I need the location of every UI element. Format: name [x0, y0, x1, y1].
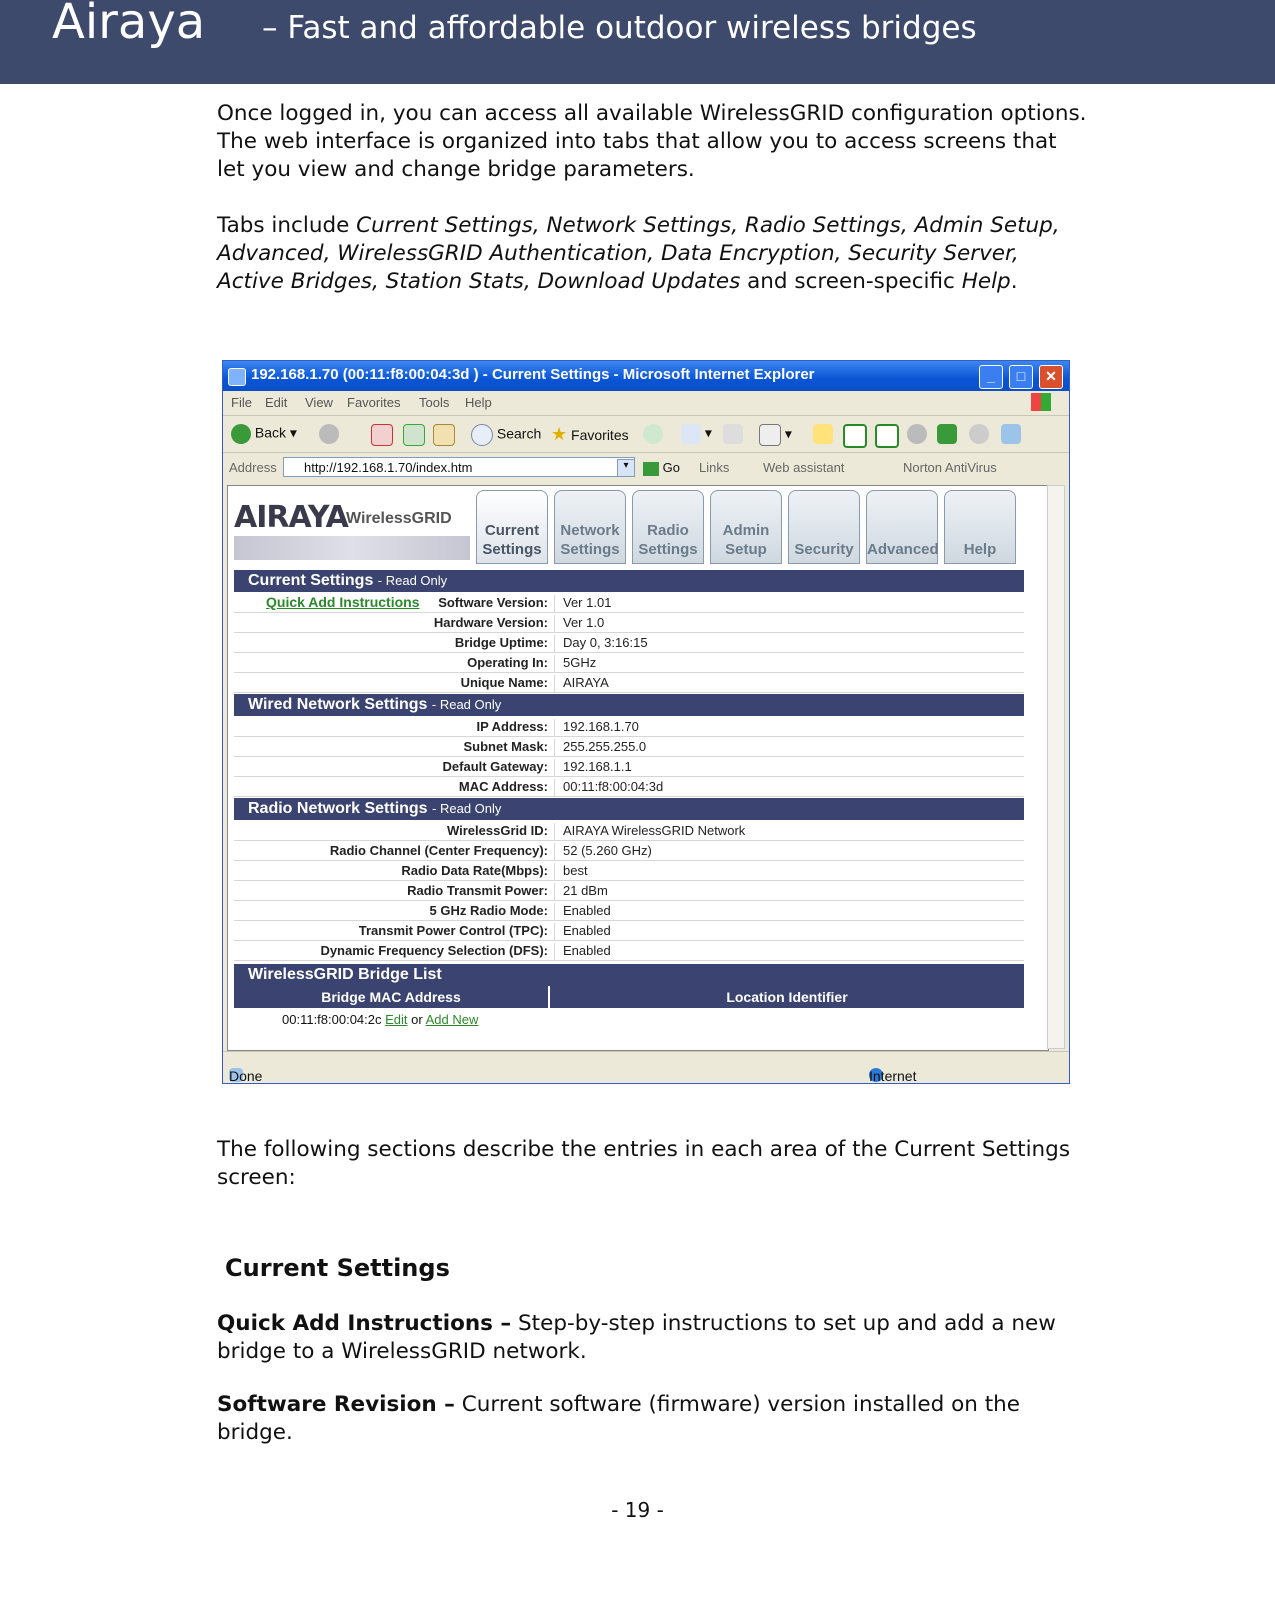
row-default-gateway [234, 756, 1024, 777]
row-label: Software Version: [438, 595, 548, 610]
mail-icon [681, 424, 701, 444]
ie-page-icon [228, 368, 246, 386]
note-icon [813, 424, 833, 444]
forward-arrow-icon [319, 424, 339, 444]
row-value: Day 0, 3:16:15 [554, 635, 648, 652]
row-value: 52 (5.260 GHz) [554, 843, 652, 860]
minimize-button[interactable]: _ [979, 365, 1003, 389]
back-label: Back [254, 424, 287, 441]
quick-add-term: Quick Add Instructions – [217, 1311, 512, 1336]
tab-network-settings[interactable] [554, 490, 626, 564]
row-radio-channel [234, 840, 1024, 861]
research-icon [1001, 424, 1021, 444]
star-icon: ★ [551, 424, 568, 444]
title-bar [223, 361, 1069, 391]
menu-file[interactable]: File [231, 395, 252, 410]
tab-label-2: Setup [725, 541, 767, 558]
toolbar [223, 416, 1069, 453]
row-radio-data-rate [234, 860, 1024, 881]
refresh-icon [403, 424, 425, 446]
row-value: 00:11:f8:00:04:3d [554, 779, 663, 796]
section-suffix: - Read Only [377, 573, 448, 588]
bridge-list-header [234, 964, 1024, 986]
row-label: Operating In: [467, 655, 548, 670]
intro-paragraph: Once logged in, you can access all available WirelessGRID configuration options. The web interface is organized into tabs that allow you to access screens that let you view and change bridge parameters. [217, 101, 1087, 182]
back-button[interactable]: Back ▾ [231, 424, 297, 444]
asterisk-icon [843, 424, 867, 448]
row-label: Dynamic Frequency Selection (DFS): [320, 943, 548, 958]
quick-add-desc: Step-by-step instructions to set up and add a new bridge to a WirelessGRID network. [217, 1311, 1056, 1364]
go-button[interactable] [643, 460, 680, 476]
row-value: 192.168.1.1 [554, 759, 632, 776]
quick-add-instructions-link[interactable]: Quick Add Instructions [266, 594, 420, 610]
wirelessgrid-logo-text: WirelessGRID [346, 510, 452, 527]
quick-add-description [217, 1310, 1087, 1366]
tab-label-2: Settings [560, 541, 620, 558]
mail-button[interactable]: ▾ [681, 424, 712, 444]
col-location-identifier: Location Identifier [550, 986, 1024, 1008]
tabs-list: Current Settings, Network Settings, Radio Settings, Admin Setup, Advanced, WirelessGRID Authentication, Data Encryption, Security Server, Active Bridges, Station Stats, Download Updates [217, 213, 1060, 294]
tagline: – Fast and affordable outdoor wireless bridges [262, 10, 977, 46]
refresh-button[interactable] [403, 424, 425, 446]
software-revision-description [217, 1391, 1087, 1447]
col-bridge-mac: Bridge MAC Address [234, 986, 548, 1008]
vertical-scrollbar[interactable] [1047, 485, 1065, 1049]
bridge-list-row [282, 1012, 478, 1027]
tab-current-settings[interactable] [476, 490, 548, 564]
speech-bubble-icon [969, 424, 989, 444]
row-label: Subnet Mask: [463, 739, 548, 754]
row-value: AIRAYA WirelessGRID Network [554, 823, 745, 840]
brand-name: Airaya [52, 0, 206, 50]
section-title: Radio Network Settings [248, 800, 428, 817]
tab-label-1: Current [484, 522, 540, 539]
row-value: 192.168.1.70 [554, 719, 639, 736]
or-text: or [411, 1012, 423, 1027]
row-label: Bridge Uptime: [454, 635, 548, 650]
row-wirelessgrid-id [234, 820, 1024, 841]
row-value: 5GHz [554, 655, 596, 672]
tab-label-2: Advanced [867, 541, 939, 558]
tab-label-1: Radio [647, 522, 689, 539]
tab-label-1: Network [560, 522, 620, 539]
search-button[interactable] [471, 424, 541, 446]
software-revision-term: Software Revision – [217, 1392, 455, 1417]
row-label: MAC Address: [458, 779, 548, 794]
row-value: 21 dBm [554, 883, 608, 900]
tabs-paragraph [217, 212, 1087, 296]
back-arrow-icon [231, 424, 251, 444]
history-icon [643, 424, 663, 444]
row-radio-mode [234, 900, 1024, 921]
row-bridge-uptime [234, 632, 1024, 653]
add-new-link[interactable]: Add New [425, 1012, 479, 1027]
software-revision-desc: Current software (firmware) version installed on the bridge. [217, 1392, 1020, 1445]
menu-favorites[interactable]: Favorites [347, 395, 401, 410]
maximize-button[interactable]: □ [1009, 365, 1033, 389]
tab-label-2: Settings [638, 541, 698, 558]
row-value: 255.255.255.0 [554, 739, 646, 756]
tab-label-1: Admin [722, 522, 770, 539]
row-unique-name [234, 672, 1024, 693]
print-button[interactable] [723, 424, 743, 444]
edit-button[interactable]: ▾ [759, 424, 792, 446]
tabs-help: Help [961, 269, 1011, 294]
tab-radio-settings[interactable] [632, 490, 704, 564]
tabs-mid: and screen-specific [740, 269, 962, 294]
tab-help[interactable] [944, 490, 1016, 564]
menu-bar [223, 391, 1069, 416]
row-label: Radio Transmit Power: [407, 883, 548, 898]
status-bar [223, 1051, 1069, 1084]
search-icon [471, 424, 493, 446]
search-label: Search [496, 425, 542, 442]
wired-network-header [234, 694, 1024, 716]
address-bar [223, 453, 1069, 483]
row-value: best [554, 863, 588, 880]
stop-button[interactable] [371, 424, 393, 446]
row-label: Hardware Version: [433, 615, 548, 630]
row-tpc [234, 920, 1024, 941]
section-suffix: - Read Only [432, 801, 502, 816]
bridge-mac-value: 00:11:f8:00:04:2c [282, 1012, 382, 1027]
go-arrow-icon [643, 462, 659, 476]
print-icon [723, 424, 743, 444]
section-title: Wired Network Settings [248, 696, 428, 713]
history-button[interactable] [643, 424, 663, 444]
home-button[interactable] [433, 424, 455, 446]
row-label: Radio Data Rate(Mbps): [401, 863, 548, 878]
radio-network-header [234, 798, 1024, 820]
section-title: Current Settings [248, 572, 374, 589]
stop-icon [371, 424, 393, 446]
menu-view[interactable]: View [305, 395, 333, 410]
home-icon [433, 424, 455, 446]
skyline-graphic [234, 536, 470, 560]
browser-window [222, 360, 1070, 1084]
section-suffix: - Read Only [431, 697, 502, 712]
page-number: - 19 - [611, 1498, 664, 1522]
row-value: Ver 1.0 [554, 615, 604, 632]
menu-help[interactable]: Help [465, 395, 492, 410]
row-label: Transmit Power Control (TPC): [358, 923, 548, 938]
row-value: Enabled [554, 923, 611, 940]
current-settings-heading: Current Settings [225, 1254, 450, 1282]
clock-icon [907, 424, 927, 444]
menu-edit[interactable]: Edit [265, 395, 288, 410]
discuss-button[interactable] [969, 424, 989, 444]
row-value: Ver 1.01 [554, 595, 611, 612]
research-button[interactable] [1001, 424, 1021, 444]
links-button[interactable]: Links [699, 460, 730, 475]
favorites-button[interactable] [551, 424, 629, 445]
row-software-version [234, 592, 1024, 613]
edit-icon [759, 424, 781, 446]
messenger-button[interactable] [937, 424, 957, 444]
row-label: IP Address: [476, 719, 548, 734]
asterisk-icon [875, 424, 899, 448]
favorites-label: Favorites [571, 427, 629, 443]
row-value: Enabled [554, 943, 611, 960]
tab-label-2: Settings [482, 541, 542, 558]
zone-text: Internet [869, 1068, 917, 1084]
tab-label-2: Security [794, 541, 854, 558]
menu-tools[interactable]: Tools [419, 395, 450, 410]
row-mac-address [234, 776, 1024, 797]
window-title: 192.168.1.70 (00:11:f8:00:04:3d ) - Current Settings - Microsoft Internet Explorer [251, 366, 815, 383]
row-label: 5 GHz Radio Mode: [429, 903, 548, 918]
row-subnet-mask [234, 736, 1024, 757]
section-title: WirelessGRID Bridge List [248, 966, 442, 983]
go-label: Go [662, 460, 680, 475]
header-banner [0, 0, 1275, 84]
tab-label-2: Help [963, 541, 997, 558]
address-input[interactable]: http://192.168.1.70/index.htm [283, 457, 635, 477]
row-label: Radio Channel (Center Frequency): [329, 843, 548, 858]
tool-button-2[interactable] [875, 424, 899, 448]
forward-button[interactable] [319, 424, 339, 444]
address-label: Address [229, 460, 277, 475]
tabs-prefix: Tabs include [217, 213, 357, 238]
sections-intro: The following sections describe the entries in each area of the Current Settings screen: [217, 1137, 1071, 1190]
address-dropdown-icon[interactable]: ▾ [617, 459, 635, 477]
windows-logo-icon [1031, 393, 1051, 411]
tabs-end: . [1010, 269, 1018, 294]
page-viewport [227, 485, 1049, 1051]
bridge-list-column-header [234, 986, 1024, 1008]
close-button[interactable]: ✕ [1039, 365, 1063, 389]
status-text: Done [229, 1068, 263, 1084]
norton-antivirus-button[interactable]: Norton AntiVirus [903, 460, 997, 475]
row-hardware-version [234, 612, 1024, 633]
row-label: Default Gateway: [442, 759, 548, 774]
messenger-icon [937, 424, 957, 444]
tab-admin-setup[interactable] [710, 490, 782, 564]
row-value: AIRAYA [554, 675, 609, 692]
row-operating-in [234, 652, 1024, 673]
row-radio-transmit-power [234, 880, 1024, 901]
airaya-logo: AIRAYA [234, 500, 348, 535]
row-label: Unique Name: [460, 675, 548, 690]
tab-advanced[interactable] [866, 490, 938, 564]
tab-security[interactable] [788, 490, 860, 564]
row-ip-address [234, 716, 1024, 737]
tool-button-1[interactable] [843, 424, 867, 448]
tool-button-3[interactable] [907, 424, 927, 444]
web-assistant-button[interactable]: Web assistant [763, 460, 845, 475]
row-dfs [234, 940, 1024, 961]
row-value: Enabled [554, 903, 611, 920]
note-button[interactable] [813, 424, 833, 444]
current-settings-header [234, 570, 1024, 592]
row-label: WirelessGrid ID: [446, 823, 548, 838]
edit-link[interactable]: Edit [385, 1012, 408, 1027]
